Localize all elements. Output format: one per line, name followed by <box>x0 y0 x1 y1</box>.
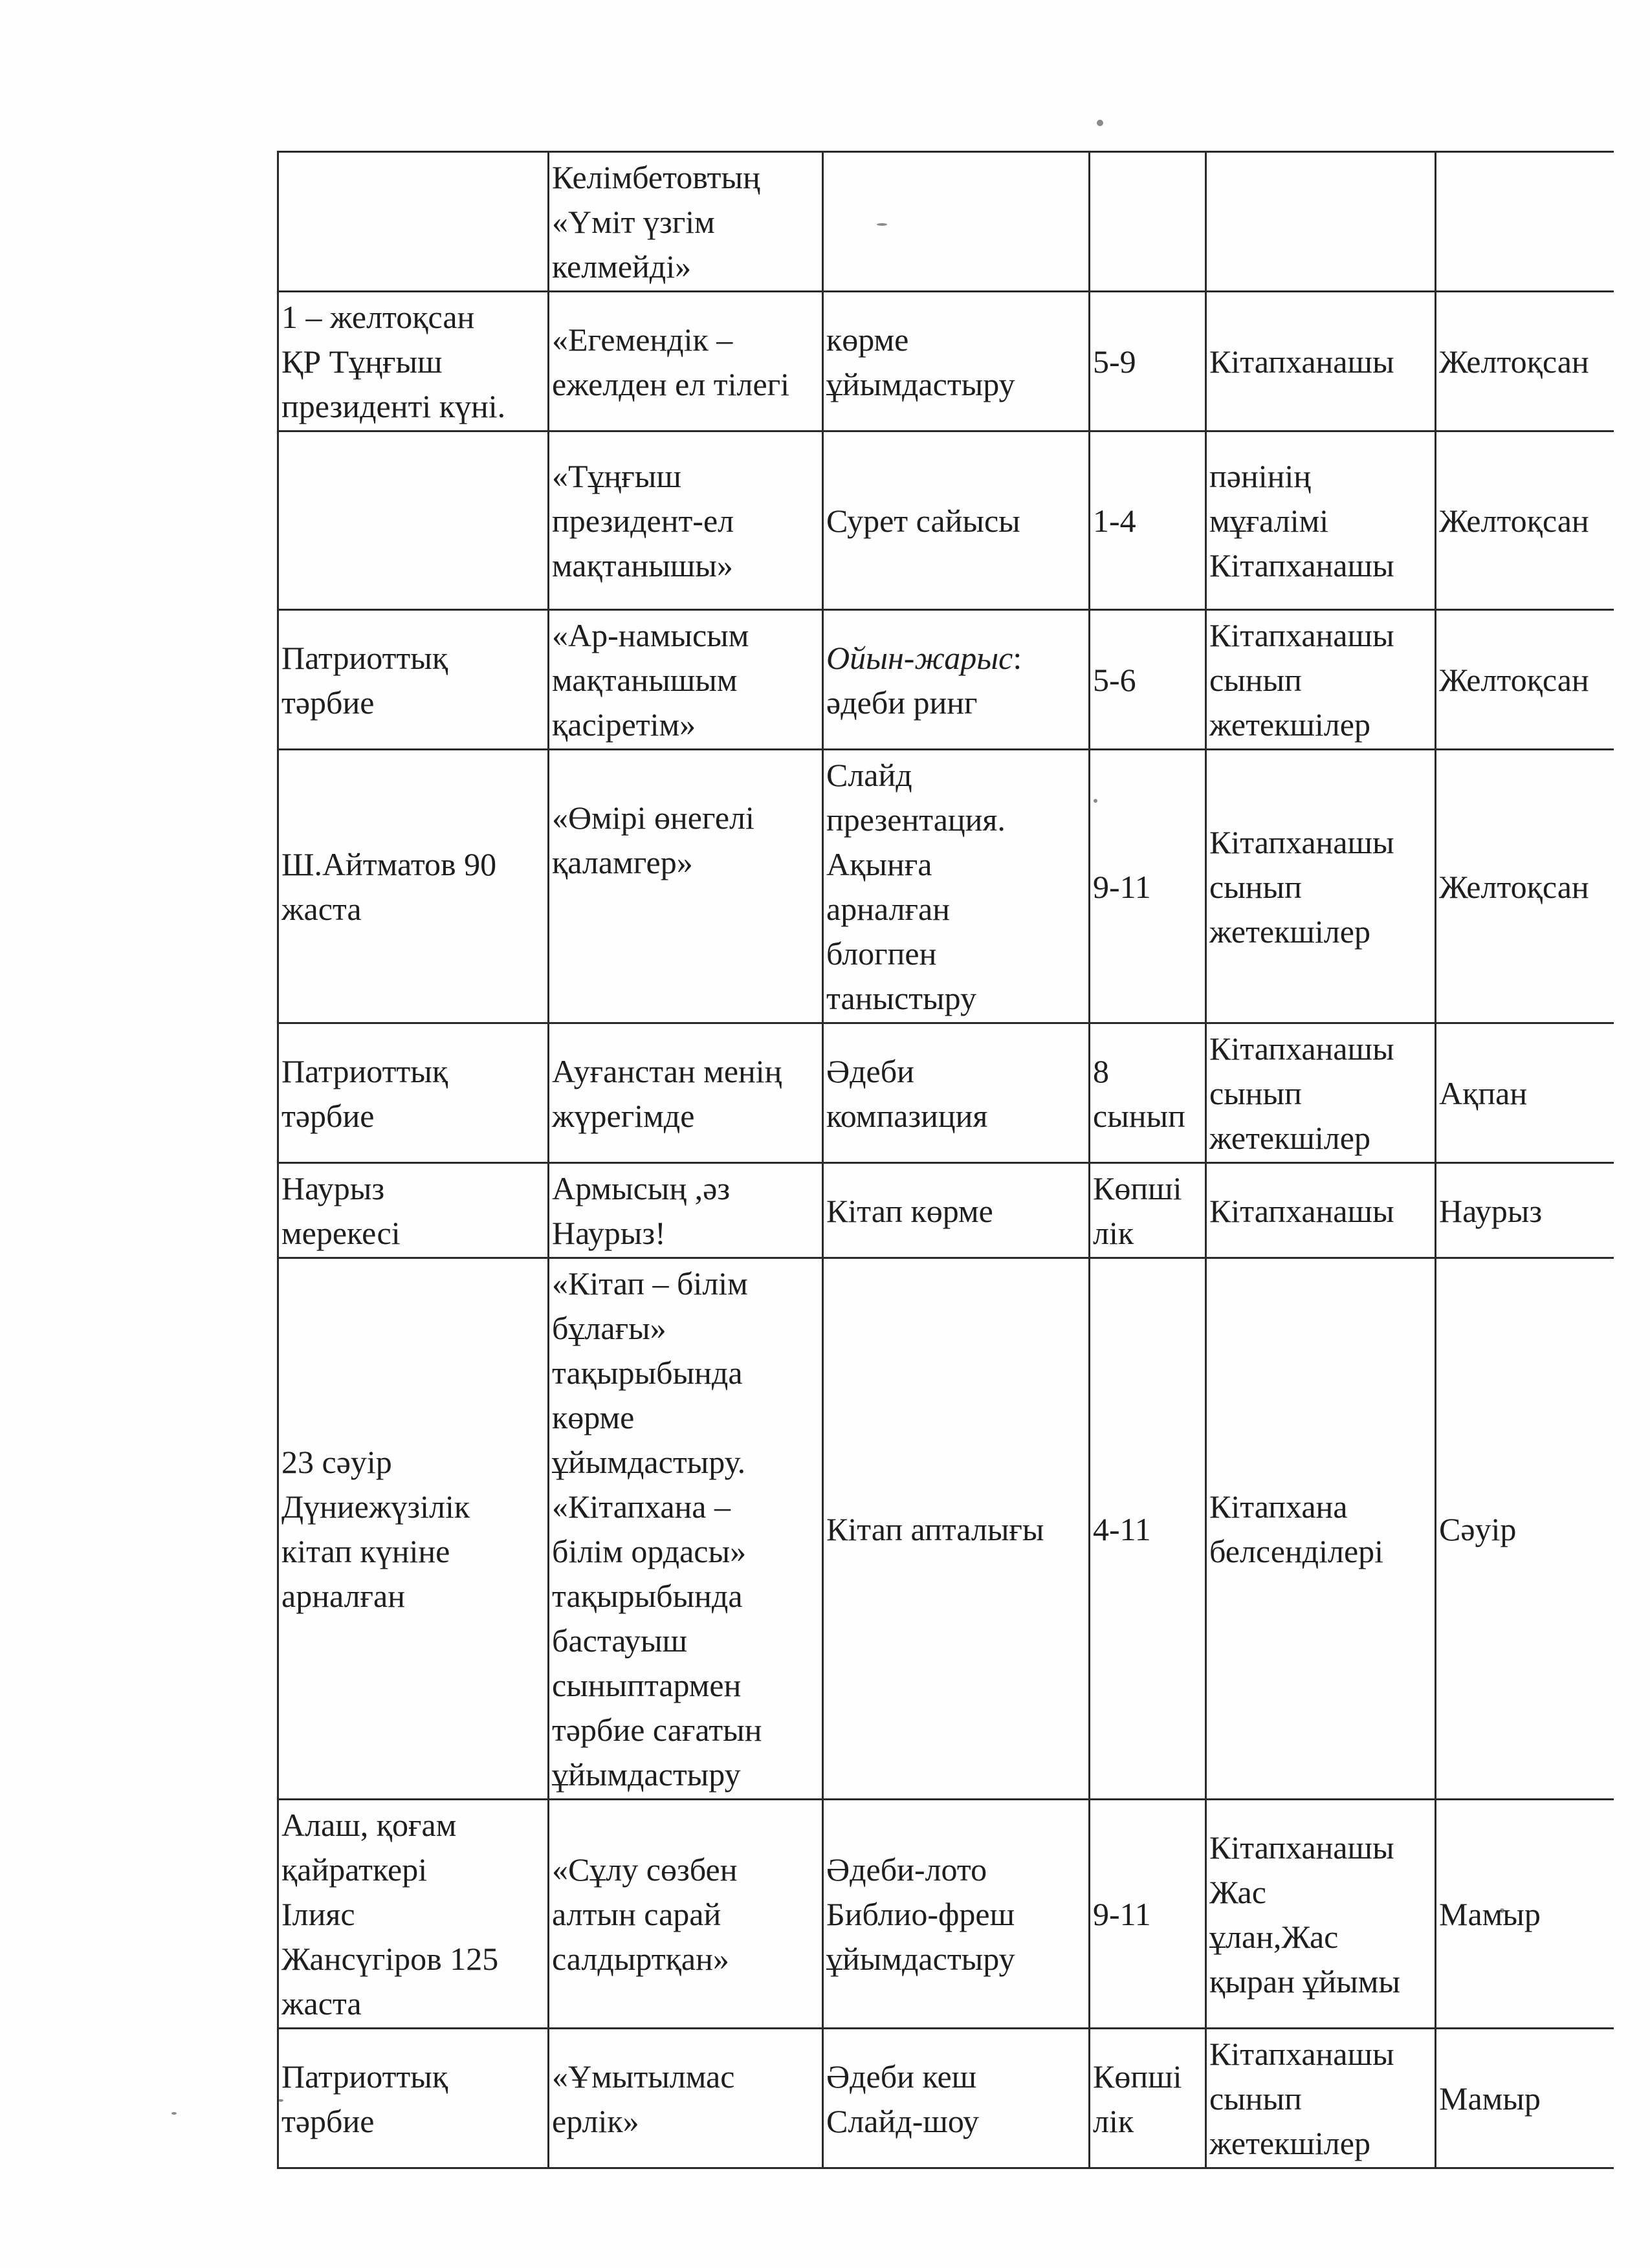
event-cell: 23 сәуір Дүниежүзілік кітап күніне арналған <box>278 1258 549 1800</box>
table-row <box>278 2029 1614 2168</box>
responsible-cell: пәнінің мұғалімі Кітапханашы <box>1206 431 1436 610</box>
title-cell: «Ар-намысым мақтанышым қасіретім» <box>549 610 823 750</box>
month-cell: Сәуір <box>1436 1258 1614 1800</box>
form-cell <box>823 152 1090 292</box>
form-cell: Кітап апталығы <box>823 1258 1090 1800</box>
form-italic-text: Ойын-жарыс <box>826 639 1013 676</box>
grade-cell: Көпші лік <box>1090 2029 1206 2168</box>
form-cell <box>823 610 1090 750</box>
grade-cell: 9-11 <box>1090 750 1206 1023</box>
responsible-cell: Кітапхана белсенділері <box>1206 1258 1436 1800</box>
table-row <box>278 1163 1614 1258</box>
responsible-cell: Кітапханашы сынып жетекшілер <box>1206 750 1436 1023</box>
table-row <box>278 1023 1614 1163</box>
grade-cell: 9-11 <box>1090 1800 1206 2029</box>
event-cell <box>278 431 549 610</box>
grade-cell: 5-6 <box>1090 610 1206 750</box>
grade-cell: 5-9 <box>1090 292 1206 431</box>
month-cell: Желтоқсан <box>1436 750 1614 1023</box>
responsible-cell: Кітапханашы сынып жетекшілер <box>1206 1023 1436 1163</box>
month-cell: Ақпан <box>1436 1023 1614 1163</box>
form-cell: көрме ұйымдастыру <box>823 292 1090 431</box>
title-cell: «Кітап – білім бұлағы» тақырыбында көрме ұйымдастыру. «Кітапхана – білім ордасы» тақырыбында бастауыш сыныптармен тәрбие сағатын ұйымдастыру <box>549 1258 823 1800</box>
table-row <box>278 610 1614 750</box>
title-cell: Ауғанстан менің жүрегімде <box>549 1023 823 1163</box>
table-row <box>278 431 1614 610</box>
scan-speck <box>171 2112 177 2115</box>
title-cell: «Егемендік – ежелден ел тілегі <box>549 292 823 431</box>
responsible-cell: Кітапханашы сынып жетекшілер <box>1206 2029 1436 2168</box>
event-cell: Наурыз мерекесі <box>278 1163 549 1258</box>
events-plan-table <box>277 151 1614 2169</box>
table-row <box>278 292 1614 431</box>
responsible-cell: Кітапханашы сынып жетекшілер <box>1206 610 1436 750</box>
table-row <box>278 1800 1614 2029</box>
grade-cell <box>1090 152 1206 292</box>
title-cell: «Өмірі өнегелі қаламгер» <box>549 750 823 1023</box>
month-cell: Желтоқсан <box>1436 431 1614 610</box>
month-cell: Мамыр <box>1436 2029 1614 2168</box>
event-cell: Патриоттық тәрбие <box>278 2029 549 2168</box>
form-cell: Слайд презентация. Ақынға арналған блогпен таныстыру <box>823 750 1090 1023</box>
form-cell: Әдеби-лото Библио-фреш ұйымдастыру <box>823 1800 1090 2029</box>
grade-cell: 8 сынып <box>1090 1023 1206 1163</box>
table-row <box>278 1258 1614 1800</box>
event-cell: 1 – желтоқсан ҚР Тұңғыш президенті күні. <box>278 292 549 431</box>
grade-cell: 4-11 <box>1090 1258 1206 1800</box>
title-cell: «Тұңғыш президент-ел мақтанышы» <box>549 431 823 610</box>
event-cell <box>278 152 549 292</box>
form-cell: Әдеби компазиция <box>823 1023 1090 1163</box>
responsible-cell: Кітапханашы <box>1206 292 1436 431</box>
title-cell: «Ұмытылмас ерлік» <box>549 2029 823 2168</box>
responsible-cell: Кітапханашы Жас ұлан,Жас қыран ұйымы <box>1206 1800 1436 2029</box>
table-row <box>278 152 1614 292</box>
form-cell: Сурет сайысы <box>823 431 1090 610</box>
month-cell: Мамыр <box>1436 1800 1614 2029</box>
month-cell: Желтоқсан <box>1436 610 1614 750</box>
title-cell: «Сұлу сөзбен алтын сарай салдыртқан» <box>549 1800 823 2029</box>
grade-cell: Көпші лік <box>1090 1163 1206 1258</box>
month-cell <box>1436 152 1614 292</box>
scan-speck <box>1097 120 1103 126</box>
title-cell: Армысың ,әз Наурыз! <box>549 1163 823 1258</box>
title-cell: Келімбетовтың «Үміт үзгім келмейді» <box>549 152 823 292</box>
month-cell: Наурыз <box>1436 1163 1614 1258</box>
responsible-cell <box>1206 152 1436 292</box>
event-cell: Патриоттық тәрбие <box>278 1023 549 1163</box>
table-row <box>278 750 1614 1023</box>
form-text: : әдеби ринг <box>826 639 1022 721</box>
event-cell: Алаш, қоғам қайраткері Ілияс Жансүгіров 125 жаста <box>278 1800 549 2029</box>
month-cell: Желтоқсан <box>1436 292 1614 431</box>
grade-cell: 1-4 <box>1090 431 1206 610</box>
form-cell: Кітап көрме <box>823 1163 1090 1258</box>
event-cell: Патриоттық тәрбие <box>278 610 549 750</box>
event-cell: Ш.Айтматов 90 жаста <box>278 750 549 1023</box>
form-cell: Әдеби кеш Слайд-шоу <box>823 2029 1090 2168</box>
responsible-cell: Кітапханашы <box>1206 1163 1436 1258</box>
